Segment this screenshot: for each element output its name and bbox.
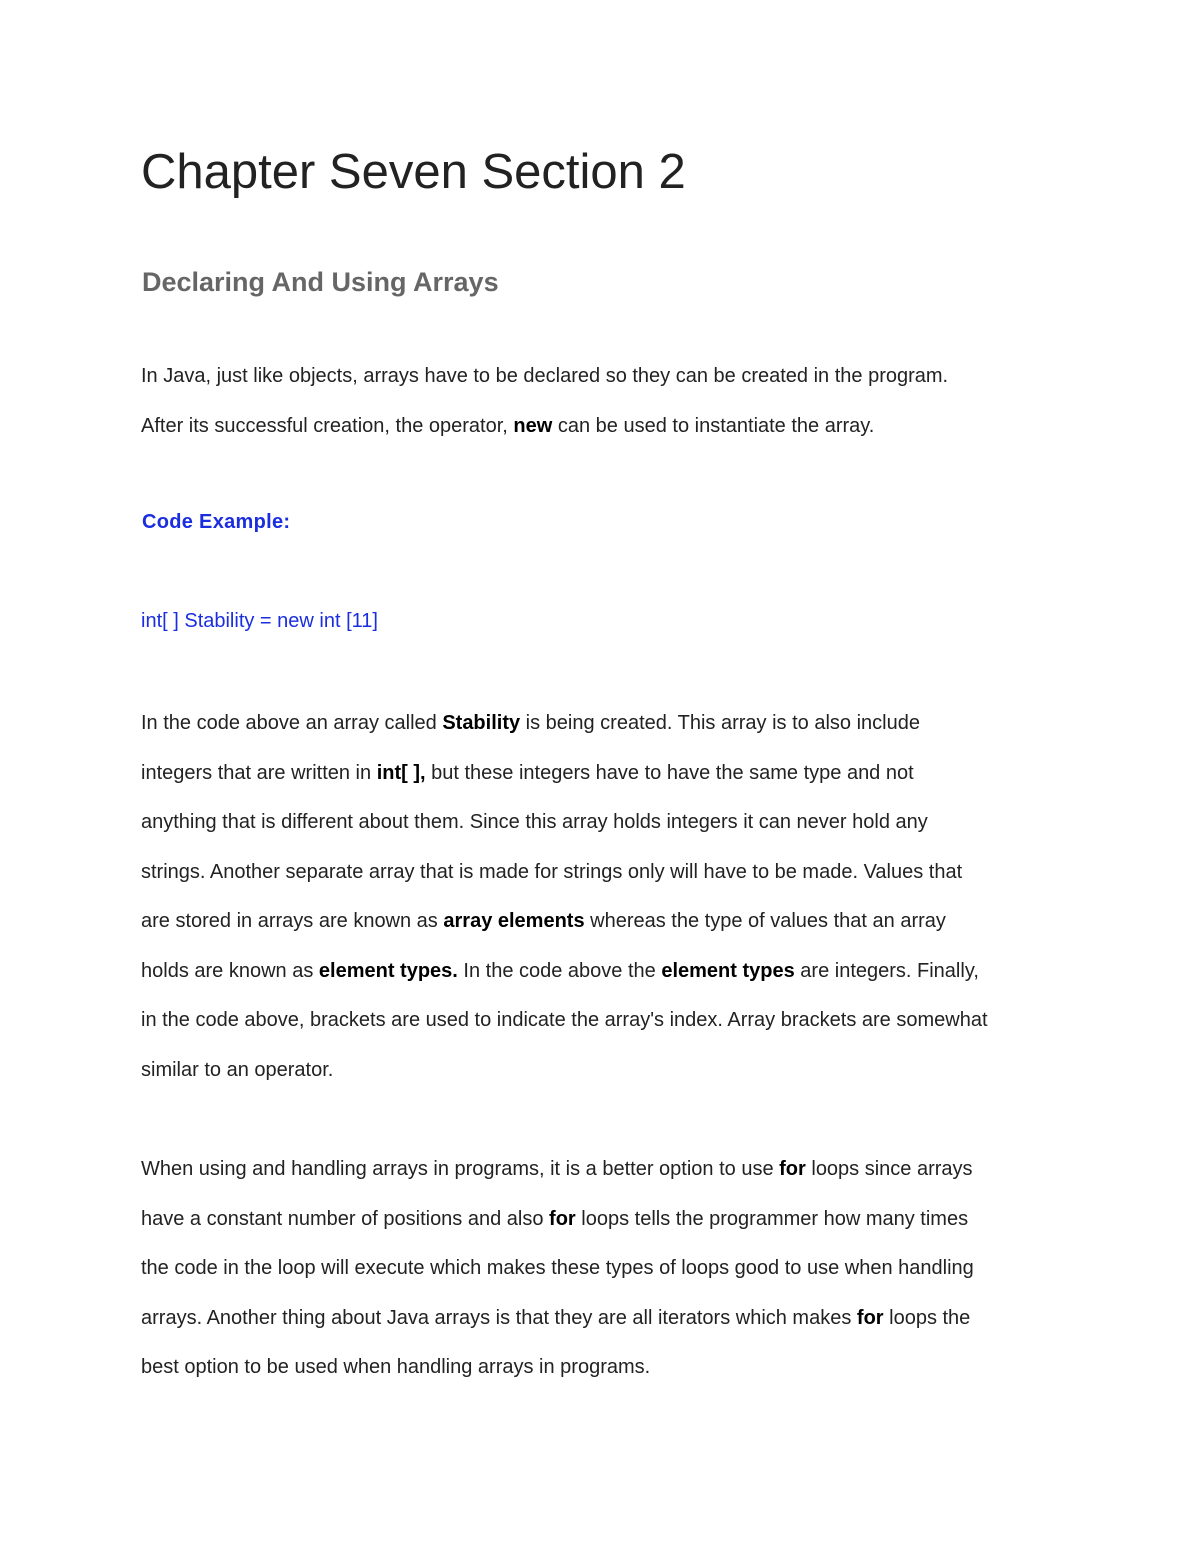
code-example-line: int[ ] Stability = new int [11]	[141, 610, 378, 632]
keyword-for: for	[856, 1306, 884, 1329]
explanation-line-8: similar to an operator.	[141, 1058, 334, 1081]
term-array-elements: array elements	[443, 910, 585, 932]
intro-text: can be used to instantiate the array.	[552, 414, 875, 437]
explanation-line-2	[141, 749, 988, 799]
loops-line-2	[141, 1195, 974, 1245]
keyword-for: for	[549, 1207, 576, 1230]
loops-line-1	[141, 1145, 974, 1195]
keyword-int-array: int[ ],	[376, 761, 426, 784]
explanation-text: whereas the type of values that an array	[584, 910, 946, 932]
term-element-types: element types	[661, 959, 795, 982]
explanation-line-1	[141, 699, 988, 749]
loops-paragraph	[141, 1145, 974, 1393]
loops-text: loops the	[883, 1306, 971, 1329]
explanation-text: is being created. This array is to also include	[520, 712, 920, 734]
code-example-heading: Code Example:	[142, 511, 291, 533]
loops-text: arrays. Another thing about Java arrays is that they are all iterators which makes	[141, 1306, 857, 1329]
explanation-text: are integers. Finally,	[794, 959, 979, 982]
explanation-line-7: in the code above, brackets are used to indicate the array's index. Array brackets are somewhat	[141, 1009, 988, 1031]
explanation-text: are stored in arrays are known as	[141, 910, 444, 932]
loops-text: have a constant number of positions and also	[141, 1207, 550, 1230]
page-title: Chapter Seven Section 2	[141, 145, 686, 199]
explanation-line-3: anything that is different about them. Since this array holds integers it can never hold any	[141, 811, 928, 833]
explanation-text: but these integers have to have the same type and not	[425, 761, 914, 784]
explanation-paragraph	[141, 699, 988, 1095]
loops-line-4	[141, 1294, 974, 1344]
loops-text: loops tells the programmer how many times	[575, 1207, 969, 1230]
explanation-text: holds are known as	[141, 959, 319, 982]
keyword-for: for	[779, 1158, 806, 1180]
intro-line-1: In Java, just like objects, arrays have to be declared so they can be created in the program.	[141, 365, 949, 387]
intro-paragraph	[141, 352, 948, 451]
loops-text: loops since arrays	[805, 1158, 973, 1180]
keyword-new: new	[513, 414, 553, 437]
explanation-line-4: strings. Another separate array that is made for strings only will have to be made. Values that	[141, 860, 963, 883]
explanation-text: In the code above the	[457, 959, 662, 982]
explanation-text: In the code above an array called	[141, 712, 443, 734]
explanation-line-6	[141, 947, 988, 997]
loops-line-3: the code in the loop will execute which makes these types of loops good to use when handling	[141, 1257, 974, 1279]
intro-line-2	[141, 402, 948, 452]
keyword-stability: Stability	[442, 712, 521, 734]
explanation-line-5	[141, 897, 988, 947]
loops-text: When using and handling arrays in programs, it is a better option to use	[141, 1158, 780, 1180]
term-element-types: element types.	[318, 959, 458, 982]
intro-text: After its successful creation, the operator,	[141, 414, 514, 437]
explanation-text: integers that are written in	[141, 761, 377, 784]
section-subtitle: Declaring And Using Arrays	[142, 267, 499, 297]
loops-line-5: best option to be used when handling arrays in programs.	[141, 1356, 651, 1378]
